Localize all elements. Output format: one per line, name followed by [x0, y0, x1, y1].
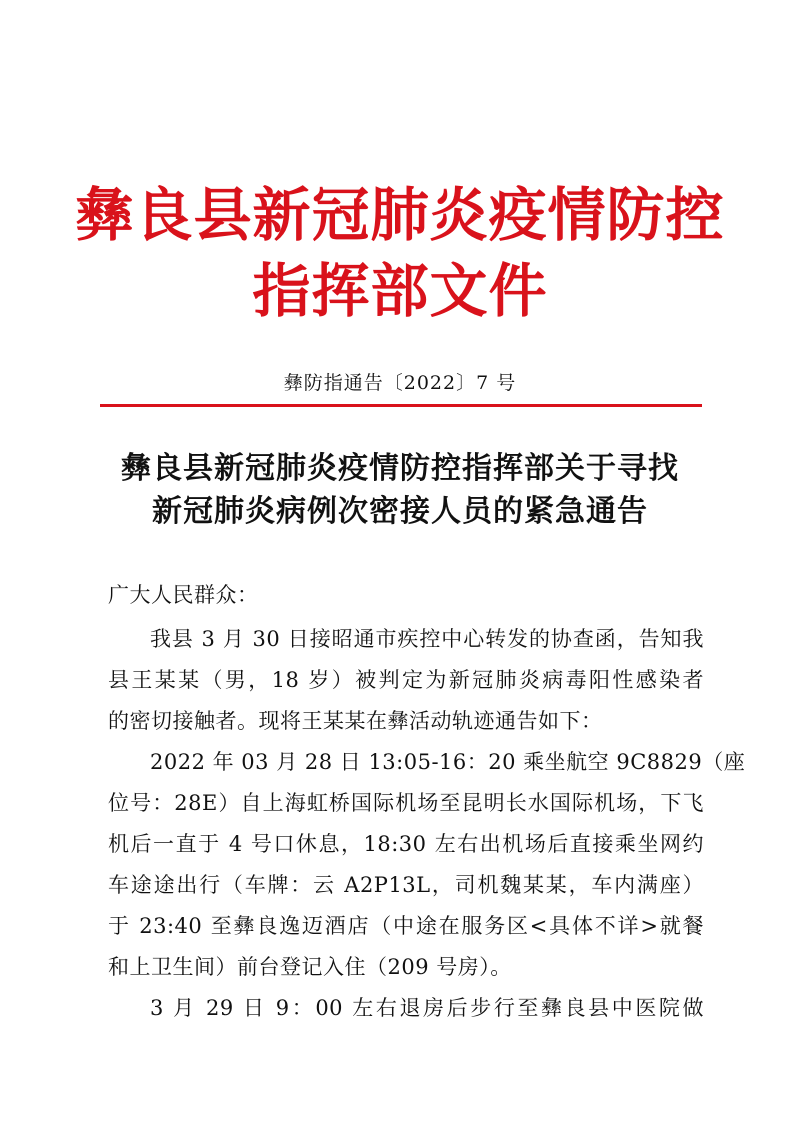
body-line: 我县 3 月 30 日接昭通市疾控中心转发的协查函，告知我 [150, 627, 704, 651]
body-line: 车途途出行（车牌：云 A2P13L，司机魏某某，车内满座） [108, 873, 704, 897]
body-line: 位号：28E）自上海虹桥国际机场至昆明长水国际机场，下飞 [108, 791, 704, 815]
body-line: 于 23:40 至彝良逸迈酒店（中途在服务区<具体不详>就餐 [108, 914, 704, 938]
body-line: 的密切接触者。现将王某某在彝活动轨迹通告如下： [108, 709, 603, 733]
body-line: 3 月 29 日 9：00 左右退房后步行至彝良县中医院做 [150, 996, 704, 1020]
notice-title-line-2: 新冠肺炎病例次密接人员的紧急通告 [152, 494, 648, 529]
red-separator-line [100, 404, 702, 407]
masthead-line-1: 彝良县新冠肺炎疫情防控 [75, 181, 725, 249]
salutation: 广大人民群众： [108, 583, 259, 607]
masthead-line-2: 指挥部文件 [252, 257, 548, 325]
body-line: 和上卫生间）前台登记入住（209 号房）。 [108, 955, 512, 979]
body-line: 机后一直于 4 号口休息，18:30 左右出机场后直接乘坐网约 [108, 832, 704, 856]
notice-title-line-1: 彝良县新冠肺炎疫情防控指挥部关于寻找 [121, 451, 679, 486]
body-line: 2022 年 03 月 28 日 13:05-16：20 乘坐航空 9C8829（座 [150, 750, 746, 774]
body-line: 县王某某（男，18 岁）被判定为新冠肺炎病毒阳性感染者 [108, 668, 704, 692]
document-number: 彝防指通告〔2022〕7 号 [283, 372, 517, 394]
